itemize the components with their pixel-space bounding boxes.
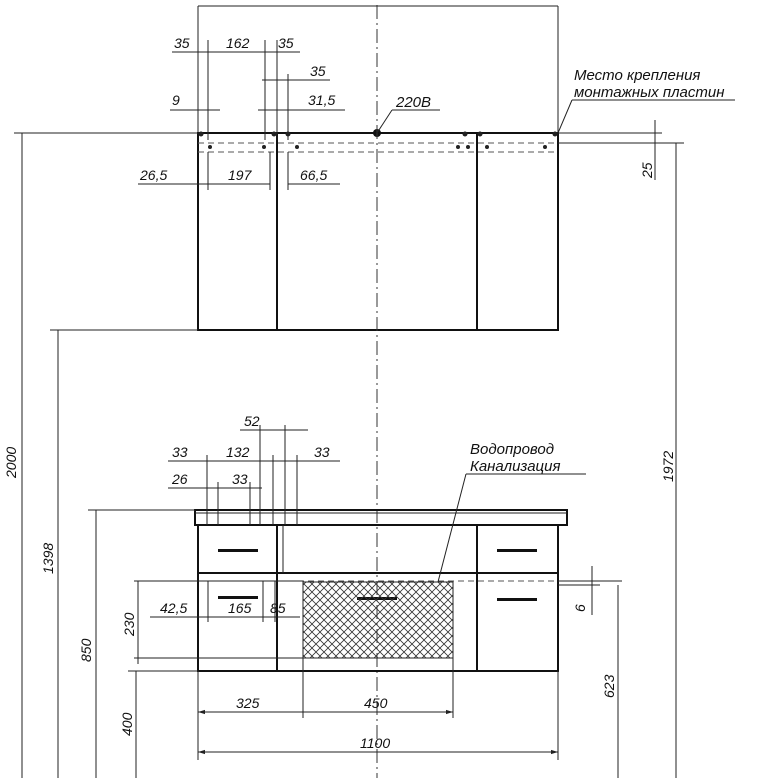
water-callout: [438, 441, 586, 582]
dim-25-group: [558, 120, 662, 180]
dim-623: 623: [601, 674, 617, 698]
dim-162: 162: [226, 35, 250, 51]
dim-33-right: 33: [314, 444, 330, 460]
dim-52: 52: [244, 413, 260, 429]
dim-1398: 1398: [40, 542, 56, 574]
mirror-top-dimensions: [138, 35, 345, 190]
height-dimensions: [3, 133, 684, 778]
power-callout: [377, 94, 440, 133]
dim-26: 26: [172, 471, 188, 487]
dim-1972: 1972: [660, 450, 676, 482]
dim-165: 165: [228, 600, 252, 616]
dim-850: 850: [78, 638, 94, 662]
dim-6: 6: [572, 604, 588, 612]
dim-33-mid: 33: [232, 471, 248, 487]
dim-9: 9: [172, 92, 180, 108]
dim-1100: 1100: [360, 735, 391, 751]
dim-325: 325: [236, 695, 260, 711]
dim-2000: 2000: [3, 446, 19, 478]
power-label: 220В: [396, 94, 432, 111]
dim-6-group: [558, 566, 622, 615]
dim-42-5: 42,5: [160, 600, 188, 616]
mount-plate-callout: [558, 67, 735, 133]
dim-450: 450: [364, 695, 388, 711]
plumbing-zone: [303, 582, 453, 658]
cabinet-top-dimensions: [168, 413, 340, 525]
dim-26-5: 26,5: [140, 167, 168, 183]
mount-label-line1: Место крепления: [574, 67, 701, 84]
dim-230: 230: [121, 612, 137, 636]
water-label-line2: Канализация: [470, 458, 561, 475]
dim-35-right: 35: [278, 35, 294, 51]
dim-66-5: 66,5: [300, 167, 328, 183]
dim-25: 25: [639, 162, 655, 178]
cabinet-bottom-left-dimensions: [121, 581, 303, 664]
dim-132: 132: [226, 444, 250, 460]
water-label-line1: Водопровод: [470, 441, 555, 458]
dim-35-left: 35: [174, 35, 190, 51]
dim-31-5: 31,5: [308, 92, 336, 108]
dim-400: 400: [119, 712, 135, 736]
mount-label-line2: монтажных пластин: [574, 84, 725, 101]
dim-33-left: 33: [172, 444, 188, 460]
cabinet-bottom-dimensions: [198, 658, 558, 760]
dim-85: 85: [270, 600, 286, 616]
vanity-cabinet: [195, 510, 567, 671]
mirror-cabinet: [198, 129, 558, 330]
dim-197: 197: [228, 167, 252, 183]
dim-35-second: 35: [310, 63, 326, 79]
